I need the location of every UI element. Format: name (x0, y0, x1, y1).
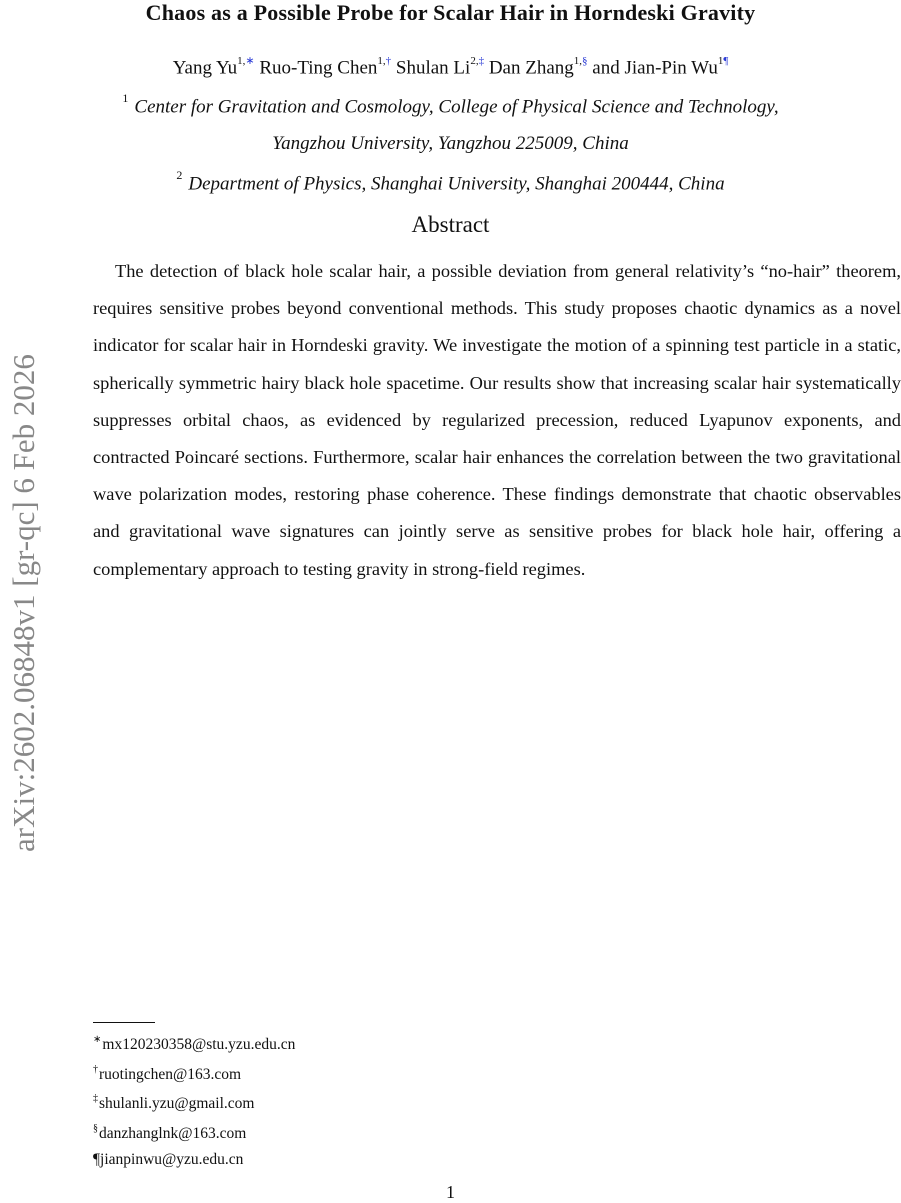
footnote-mark: ‡ (93, 1093, 98, 1105)
affiliation-text: Yangzhou University, Yangzhou 225009, China (272, 133, 629, 154)
footnote-item (93, 1058, 693, 1088)
footnote-mark: ∗ (93, 1034, 102, 1045)
arxiv-sidebar-stamp (4, 318, 44, 888)
affiliation-1-line-2 (0, 133, 901, 155)
page-number: 1 (446, 1182, 455, 1202)
author-affil-sup: 1 (717, 55, 724, 67)
author-name: Shulan Li (395, 57, 471, 79)
footnote-link[interactable]: ¶ (723, 55, 729, 67)
author-list: Yang $Yu^{1,∗}$ Ruo-Ting Chen$^{1,\dagger}$ Shulan $Li^{2,\ddagger}$ Dan Zhang$^{1,\S}$ and Jian-Pin $Wu^{1\P}$ (172, 55, 729, 79)
paper-title: Chaos as a Possible Probe for Scalar Hair in Horndeski Gravity (145, 0, 756, 25)
author-affil-sup: 1 (237, 55, 243, 67)
footnote-link[interactable]: ‡ (478, 55, 485, 67)
footnote-email[interactable]: jianpinwu@yzu.edu.cn (100, 1150, 244, 1168)
author-name: Yang Yu (172, 57, 238, 79)
author-name: Ruo-Ting Chen (259, 57, 378, 79)
footnote-link[interactable]: ∗ (245, 55, 255, 67)
affiliation-2 (0, 168, 901, 195)
author-affil-sup: 2 (470, 55, 476, 67)
author-name: Dan Zhang (488, 57, 574, 79)
footnote-item (93, 1147, 693, 1173)
footnote-mark: § (93, 1122, 98, 1134)
affiliation-1-line-1 (0, 91, 901, 118)
footnote-divider (93, 1022, 155, 1023)
footnote-item (93, 1087, 693, 1117)
affiliation-number: 1 (122, 91, 129, 105)
footnote-email[interactable]: shulanli.yzu@gmail.com (99, 1095, 255, 1113)
author-affil-sup: 1 (573, 55, 580, 67)
footnote-item (93, 1028, 693, 1058)
footnote-email[interactable]: mx120230358@stu.yzu.edu.cn (102, 1036, 296, 1054)
footnote-link[interactable]: † (385, 55, 392, 67)
affiliation-text: Center for Gravitation and Cosmology, College of Physical Science and Technology, (134, 96, 779, 118)
footnote-mark: † (93, 1063, 98, 1075)
footnote-email[interactable]: ruotingchen@163.com (99, 1065, 242, 1083)
abstract-heading: Abstract (411, 212, 490, 237)
affiliation-number: 2 (176, 168, 183, 182)
footnote-item (93, 1117, 693, 1147)
affiliation-text: Department of Physics, Shanghai University, Shanghai 200444, China (188, 173, 725, 195)
abstract-body: The detection of black hole scalar hair, a possible deviation from general relativity’s “no-hair” theorem, requires sensitive probes beyond conventional methods. This study proposes chaotic dynamics as a novel indicator for scalar hair in Horndeski gravity. We investigate the motion of a spinning test particle in a static, spherically symmetric hairy black hole spacetime. Our results show that increasing scalar hair systematically suppresses orbital chaos, as evidenced by regularized precession, reduced Lyapunov exponents, and contracted Poincaré sections. Furthermore, scalar hair enhances the correlation between the two gravitational wave polarization modes, restoring phase coherence. These findings demonstrate that chaotic observables and gravitational wave signatures can jointly serve as sensitive probes for black hole hair, offering a complementary approach to testing gravity in strong-field regimes. (93, 261, 901, 579)
footnote-link[interactable]: § (582, 55, 588, 67)
footnote-list (93, 1028, 693, 1172)
footnote-email[interactable]: danzhanglnk@163.com (99, 1125, 247, 1143)
footnote-mark: ¶ (93, 1150, 101, 1168)
author-connector: and (592, 57, 620, 79)
author-affil-sup: 1 (377, 55, 383, 67)
author-name: Jian-Pin Wu (624, 57, 718, 79)
arxiv-id-label: arXiv:2602.06848v1 [gr-qc] 6 Feb 2026 (6, 354, 41, 852)
